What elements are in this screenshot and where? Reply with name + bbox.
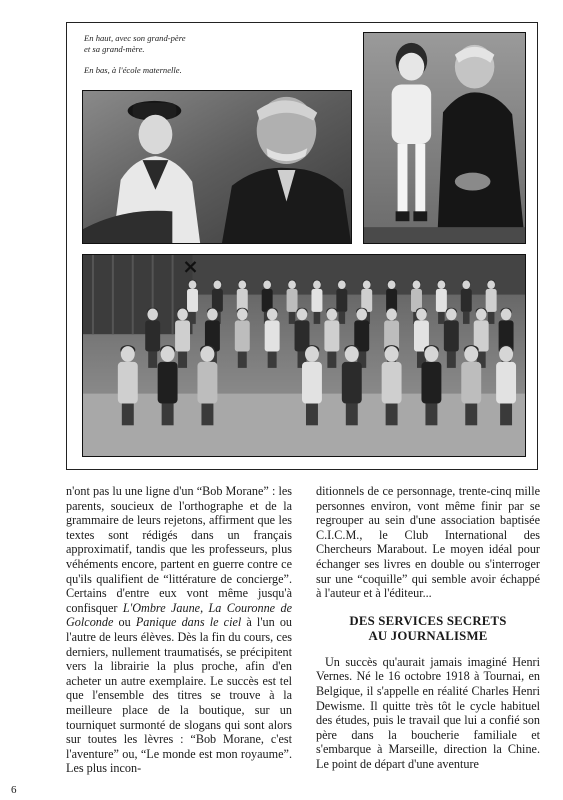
- caption-line: et sa grand-mère.: [84, 44, 145, 54]
- section-heading: [316, 614, 540, 644]
- photo-child-with-grandmother: [363, 32, 526, 244]
- book-titles: L'Ombre Jaune, La Couronne de Golconde: [66, 600, 292, 630]
- paragraph-text: à l'un ou l'autre de leurs élèves. Dès la fin du cours, ces derniers, nullement traumatisés, se précipitent vers la librairie la plus proche, afin d'en acheter un autre exemplaire. Le succès est tel que l'ensemble des titres se trouve à la meilleure place de la boutique, sur un tourniquet surmonté de slogans qui sont alors sur toutes les lèvres : “Bob Morane, c'est l'aventure” ou, “Le monde est mon royaume”. Les plus incon-: [66, 615, 293, 776]
- caption-line: En haut, avec son grand-père: [84, 33, 186, 43]
- heading-line: DES SERVICES SECRETS: [349, 613, 507, 628]
- photo-caption: [84, 33, 344, 76]
- photo-nursery-school-class: [82, 254, 526, 457]
- caption-line: En bas, à l'école maternelle.: [84, 65, 182, 75]
- photo-child-with-grandfather: [82, 90, 352, 244]
- paragraph-text: n'ont pas lu une ligne d'un “Bob Morane” : les parents, soucieux de l'orthographe et de la grammaire de leurs rejetons, affirment que les textes sont rédigés dans un français approximatif, tandis que les professeurs, plus véhéments encore, partent en guerre contre ce qu'ils qualifient de “littérature de concierge”. Certains d'entre eux vont même jusqu'à confisquer: [66, 484, 292, 615]
- paragraph-text: ou: [113, 615, 136, 630]
- book-title: Panique dans le ciel: [135, 615, 242, 630]
- page-number: 6: [11, 784, 17, 796]
- body-paragraph: ditionnels de ce personnage, trente-cinq mille personnes environ, vont même finir par se regrouper au sein d'une association baptisée C.I.C.M., le Club International des Chercheurs Marabout. Le moyen idéal pour échanger ses livres en double ou s'interroger sur une “coquille” qui semble avoir échappé à l'auteur et à l'éditeur...: [316, 484, 540, 601]
- body-paragraph: [66, 484, 292, 776]
- body-paragraph: Un succès qu'aurait jamais imaginé Henri Vernes. Né le 16 octobre 1918 à Tournai, en Belgique, il s'appelle en réalité Charles Henri Dewisme. Il quitte très tôt le cycle habituel des études, puis le travail que lui a confié son père dans la boucherie familiale et s'embarque à Marseille, direction la Chine. Le point de départ d'une aventure: [316, 654, 540, 771]
- text-column-left: [66, 484, 292, 776]
- text-column-right: [316, 484, 540, 772]
- heading-line: AU JOURNALISME: [368, 628, 488, 643]
